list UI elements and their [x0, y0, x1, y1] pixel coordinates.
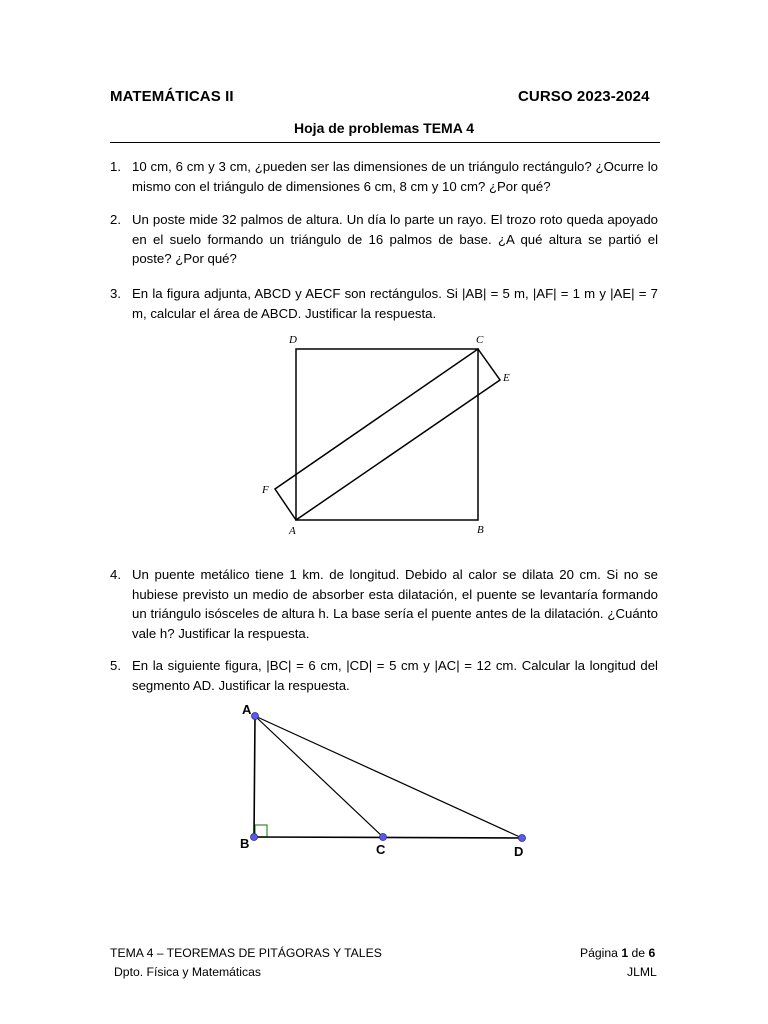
label-e: E: [503, 372, 510, 384]
subject-title: MATEMÁTICAS II: [110, 88, 234, 105]
problem-text: Un puente metálico tiene 1 km. de longitud. Debido al calor se dilata 20 cm. Si no se hubiese previsto un medio de absorber esta dilatación, el puente se levantaría formando un triángulo isósceles de altura h. La base sería el puente antes de la dilatación. ¿Cuánto vale h? Justificar la respuesta.: [132, 567, 658, 641]
point-c: [380, 834, 387, 841]
label-c: C: [476, 334, 484, 346]
problem-text: En la figura adjunta, ABCD y AECF son rectángulos. Si |AB| = 5 m, |AF| = 1 m y |AE| = 7 m, calcular el área de ABCD. Justificar la respuesta.: [132, 286, 658, 321]
label-f: F: [262, 484, 269, 496]
footer-topic: TEMA 4 – TEOREMAS DE PITÁGORAS Y TALES: [110, 946, 382, 960]
segment-ad: [255, 716, 522, 838]
label-b: B: [240, 836, 250, 851]
segment-ab: [254, 716, 255, 837]
footer-author: JLML: [627, 965, 657, 979]
page-current: 1: [621, 946, 629, 960]
problem-text: Un poste mide 32 palmos de altura. Un día lo parte un rayo. El trozo roto queda apoyado en el suelo formando un triángulo de 16 palmos de base. ¿A qué altura se partió el poste? ¿Por qué?: [132, 212, 658, 266]
point-d: [519, 835, 526, 842]
point-b: [251, 834, 258, 841]
page-total: 6: [648, 946, 656, 960]
label-a: A: [242, 702, 252, 717]
footer-department: Dpto. Física y Matemáticas: [114, 965, 261, 979]
problem-number: 3.: [110, 286, 121, 301]
problem-number: 2.: [110, 212, 121, 227]
footer-page-number: [580, 946, 655, 960]
label-d: D: [514, 844, 524, 859]
segment-bd: [254, 837, 522, 838]
page-prefix: Página: [580, 946, 622, 960]
label-c: C: [376, 842, 386, 857]
page-middle: de: [628, 946, 649, 960]
segment-ac: [255, 716, 383, 837]
problem-number: 5.: [110, 658, 121, 673]
label-d: D: [289, 334, 297, 346]
label-b: B: [477, 524, 484, 536]
problem-number: 4.: [110, 567, 121, 582]
point-a: [252, 713, 259, 720]
label-a: A: [289, 525, 296, 537]
course-title: CURSO 2023-2024: [518, 88, 650, 105]
problem-text: 10 cm, 6 cm y 3 cm, ¿pueden ser las dimensiones de un triángulo rectángulo? ¿Ocurre lo mismo con el triángulo de dimensiones 6 cm, 8 cm y 10 cm? ¿Por qué?: [132, 159, 658, 194]
problem-text: En la siguiente figura, |BC| = 6 cm, |CD| = 5 cm y |AC| = 12 cm. Calcular la longitud del segmento AD. Justificar la respuesta.: [132, 658, 658, 693]
problem-number: 1.: [110, 159, 121, 174]
sheet-subtitle: Hoja de problemas TEMA 4: [294, 120, 474, 136]
